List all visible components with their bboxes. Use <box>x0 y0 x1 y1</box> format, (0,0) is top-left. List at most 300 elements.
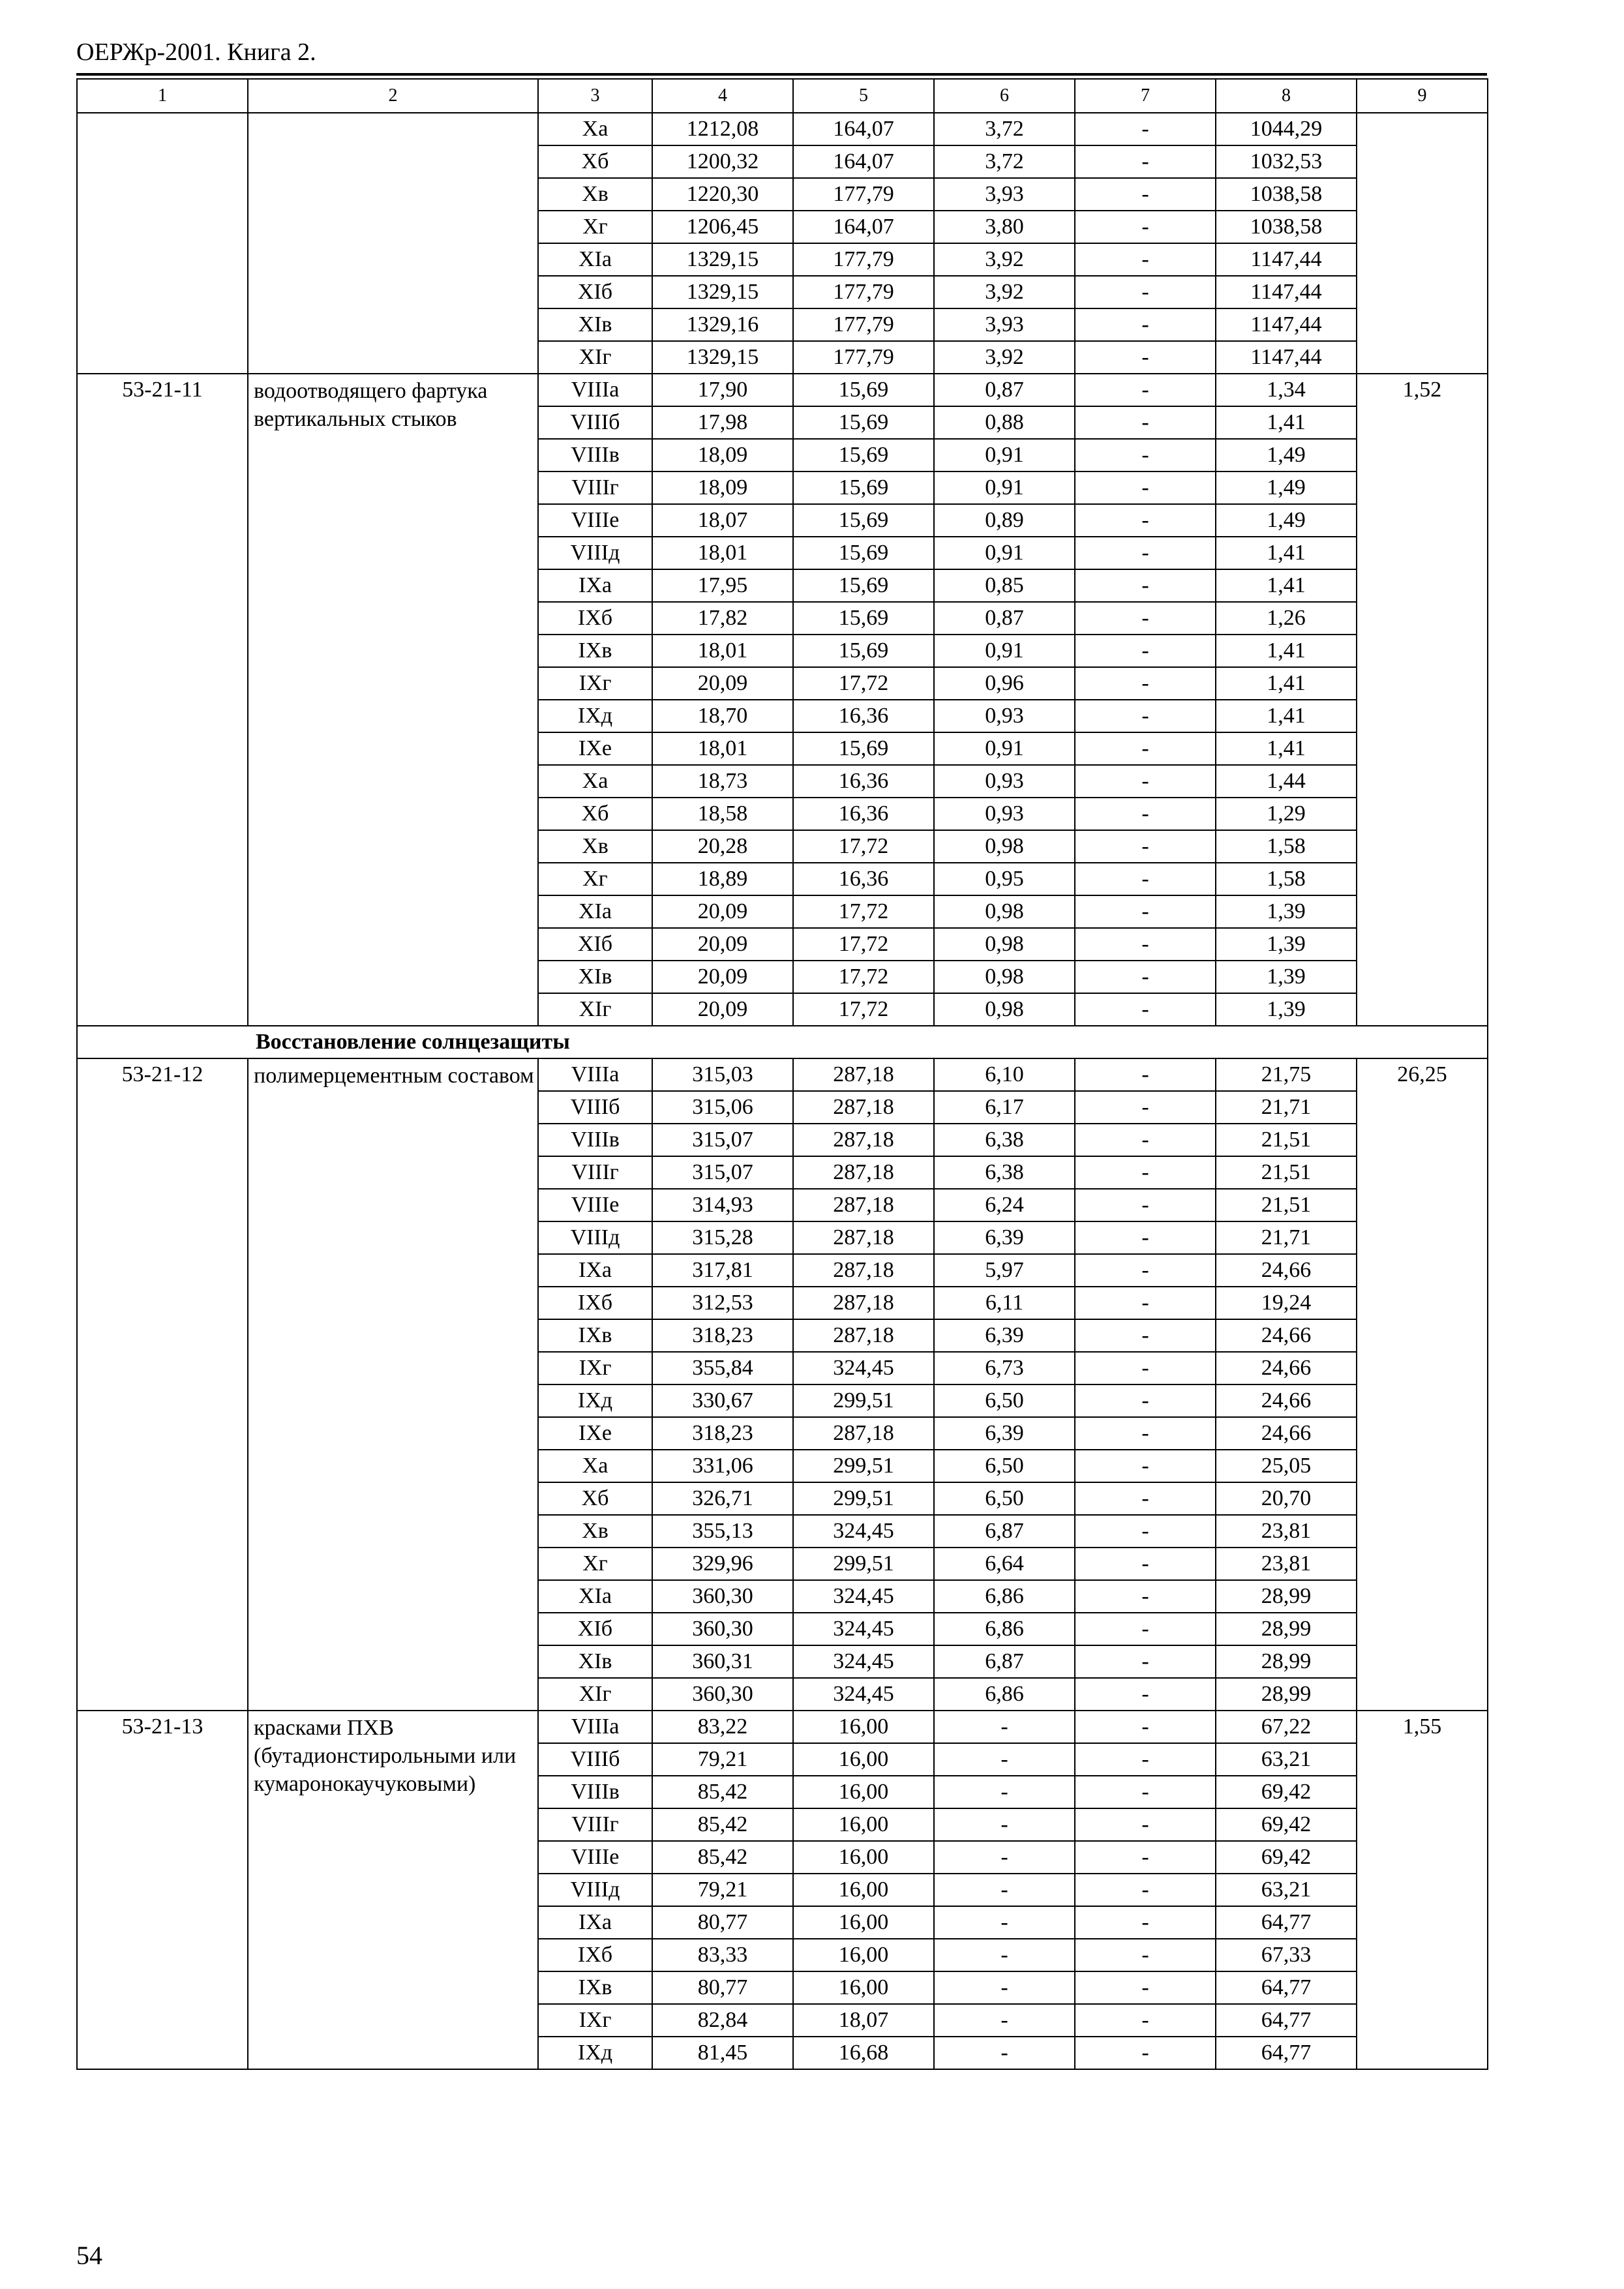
machines-cell: 6,86 <box>934 1613 1075 1645</box>
zone-cell: IXб <box>538 1287 652 1319</box>
direct-costs-cell: 17,95 <box>652 569 793 602</box>
zone-cell: IXa <box>538 1906 652 1939</box>
document-header-title: ОЕРЖр-2001. Книга 2. <box>76 38 316 66</box>
materials-cell: 21,75 <box>1216 1058 1357 1091</box>
wages-cell: 287,18 <box>793 1156 934 1189</box>
machines-cell: 6,39 <box>934 1417 1075 1450</box>
machinist-wages-cell: - <box>1075 1906 1216 1939</box>
materials-cell: 1,44 <box>1216 765 1357 798</box>
materials-cell: 1,39 <box>1216 961 1357 993</box>
machinist-wages-cell: - <box>1075 602 1216 635</box>
machinist-wages-cell: - <box>1075 1482 1216 1515</box>
machines-cell: - <box>934 1776 1075 1808</box>
rates-table-container <box>76 78 1487 2070</box>
machinist-wages-cell: - <box>1075 1058 1216 1091</box>
zone-cell: Xв <box>538 178 652 211</box>
zone-cell: XIв <box>538 961 652 993</box>
direct-costs-cell: 360,31 <box>652 1645 793 1678</box>
direct-costs-cell: 18,09 <box>652 439 793 471</box>
materials-cell: 28,99 <box>1216 1678 1357 1711</box>
machines-cell: - <box>934 1841 1075 1874</box>
zone-cell: XIa <box>538 895 652 928</box>
machines-cell: 0,93 <box>934 798 1075 830</box>
direct-costs-cell: 83,33 <box>652 1939 793 1971</box>
machinist-wages-cell: - <box>1075 1711 1216 1743</box>
zone-cell: VIIIв <box>538 439 652 471</box>
machines-cell: - <box>934 2004 1075 2037</box>
machinist-wages-cell: - <box>1075 667 1216 700</box>
machines-cell: 6,11 <box>934 1287 1075 1319</box>
zone-cell: VIIIa <box>538 1058 652 1091</box>
wages-cell: 324,45 <box>793 1352 934 1384</box>
materials-cell: 1,41 <box>1216 635 1357 667</box>
wages-cell: 17,72 <box>793 895 934 928</box>
zone-cell: Xг <box>538 863 652 895</box>
machines-cell: 6,87 <box>934 1645 1075 1678</box>
zone-cell: IXг <box>538 667 652 700</box>
materials-cell: 1,49 <box>1216 504 1357 537</box>
labor-total-cell: 26,25 <box>1357 1058 1488 1711</box>
zone-cell: Xб <box>538 798 652 830</box>
wages-cell: 16,36 <box>793 798 934 830</box>
zone-cell: IXб <box>538 602 652 635</box>
machinist-wages-cell: - <box>1075 1613 1216 1645</box>
direct-costs-cell: 360,30 <box>652 1613 793 1645</box>
labor-total-cell: 1,52 <box>1357 374 1488 1026</box>
machinist-wages-cell: - <box>1075 1548 1216 1580</box>
direct-costs-cell: 20,09 <box>652 993 793 1026</box>
machines-cell: 0,91 <box>934 732 1075 765</box>
zone-cell: VIIIa <box>538 1711 652 1743</box>
wages-cell: 324,45 <box>793 1613 934 1645</box>
zone-cell: XIг <box>538 1678 652 1711</box>
machinist-wages-cell: - <box>1075 374 1216 406</box>
materials-cell: 21,51 <box>1216 1124 1357 1156</box>
machinist-wages-cell: - <box>1075 145 1216 178</box>
direct-costs-cell: 1329,15 <box>652 341 793 374</box>
zone-cell: XIб <box>538 276 652 308</box>
wages-cell: 324,45 <box>793 1645 934 1678</box>
direct-costs-cell: 85,42 <box>652 1841 793 1874</box>
machines-cell: - <box>934 1906 1075 1939</box>
machines-cell: 0,98 <box>934 993 1075 1026</box>
materials-cell: 64,77 <box>1216 2037 1357 2069</box>
materials-cell: 1,26 <box>1216 602 1357 635</box>
direct-costs-cell: 18,01 <box>652 732 793 765</box>
machines-cell: 0,87 <box>934 374 1075 406</box>
rate-code: 53-21-11 <box>77 374 248 1026</box>
direct-costs-cell: 317,81 <box>652 1254 793 1287</box>
zone-cell: Xг <box>538 211 652 243</box>
machinist-wages-cell: - <box>1075 504 1216 537</box>
zone-cell: VIIIб <box>538 1091 652 1124</box>
zone-cell: VIIIд <box>538 537 652 569</box>
rate-code <box>77 113 248 374</box>
wages-cell: 164,07 <box>793 211 934 243</box>
materials-cell: 1,41 <box>1216 406 1357 439</box>
zone-cell: VIIIв <box>538 1776 652 1808</box>
wages-cell: 299,51 <box>793 1548 934 1580</box>
wages-cell: 15,69 <box>793 732 934 765</box>
wages-cell: 287,18 <box>793 1189 934 1221</box>
machines-cell: 6,38 <box>934 1156 1075 1189</box>
direct-costs-cell: 85,42 <box>652 1808 793 1841</box>
machines-cell: 0,91 <box>934 537 1075 569</box>
materials-cell: 1,34 <box>1216 374 1357 406</box>
machinist-wages-cell: - <box>1075 1580 1216 1613</box>
wages-cell: 15,69 <box>793 569 934 602</box>
machinist-wages-cell: - <box>1075 537 1216 569</box>
materials-cell: 25,05 <box>1216 1450 1357 1482</box>
zone-cell: VIIIб <box>538 1743 652 1776</box>
direct-costs-cell: 18,89 <box>652 863 793 895</box>
direct-costs-cell: 1220,30 <box>652 178 793 211</box>
direct-costs-cell: 85,42 <box>652 1776 793 1808</box>
machines-cell: - <box>934 1939 1075 1971</box>
direct-costs-cell: 330,67 <box>652 1384 793 1417</box>
machinist-wages-cell: - <box>1075 471 1216 504</box>
direct-costs-cell: 355,84 <box>652 1352 793 1384</box>
machinist-wages-cell: - <box>1075 1841 1216 1874</box>
materials-cell: 21,51 <box>1216 1189 1357 1221</box>
header-rule <box>76 73 1487 76</box>
materials-cell: 1,39 <box>1216 928 1357 961</box>
direct-costs-cell: 20,28 <box>652 830 793 863</box>
table-row <box>77 1711 1488 1743</box>
zone-cell: XIa <box>538 243 652 276</box>
direct-costs-cell: 17,90 <box>652 374 793 406</box>
zone-cell: Xб <box>538 1482 652 1515</box>
machines-cell: 0,98 <box>934 928 1075 961</box>
machinist-wages-cell: - <box>1075 961 1216 993</box>
materials-cell: 21,71 <box>1216 1221 1357 1254</box>
zone-cell: IXб <box>538 1939 652 1971</box>
materials-cell: 1,39 <box>1216 895 1357 928</box>
labor-total-cell <box>1357 113 1488 374</box>
section-title: Восстановление солнцезащиты <box>77 1026 1488 1058</box>
wages-cell: 16,00 <box>793 1841 934 1874</box>
machines-cell: 6,24 <box>934 1189 1075 1221</box>
machinist-wages-cell: - <box>1075 569 1216 602</box>
wages-cell: 15,69 <box>793 471 934 504</box>
machines-cell: 6,87 <box>934 1515 1075 1548</box>
materials-cell: 1,41 <box>1216 667 1357 700</box>
machinist-wages-cell: - <box>1075 211 1216 243</box>
direct-costs-cell: 80,77 <box>652 1971 793 2004</box>
wages-cell: 17,72 <box>793 993 934 1026</box>
zone-cell: IXв <box>538 1319 652 1352</box>
materials-cell: 24,66 <box>1216 1417 1357 1450</box>
machines-cell: 6,17 <box>934 1091 1075 1124</box>
wages-cell: 287,18 <box>793 1091 934 1124</box>
zone-cell: IXa <box>538 1254 652 1287</box>
zone-cell: XIв <box>538 1645 652 1678</box>
machines-cell: 0,89 <box>934 504 1075 537</box>
machines-cell: 6,86 <box>934 1580 1075 1613</box>
machinist-wages-cell: - <box>1075 1156 1216 1189</box>
wages-cell: 287,18 <box>793 1287 934 1319</box>
machinist-wages-cell: - <box>1075 2004 1216 2037</box>
direct-costs-cell: 17,82 <box>652 602 793 635</box>
machinist-wages-cell: - <box>1075 1417 1216 1450</box>
zone-cell: IXe <box>538 1417 652 1450</box>
materials-cell: 64,77 <box>1216 1971 1357 2004</box>
machines-cell: 0,96 <box>934 667 1075 700</box>
machinist-wages-cell: - <box>1075 113 1216 145</box>
direct-costs-cell: 314,93 <box>652 1189 793 1221</box>
wages-cell: 16,36 <box>793 765 934 798</box>
direct-costs-cell: 18,73 <box>652 765 793 798</box>
direct-costs-cell: 1206,45 <box>652 211 793 243</box>
wages-cell: 17,72 <box>793 961 934 993</box>
zone-cell: Xб <box>538 145 652 178</box>
direct-costs-cell: 18,58 <box>652 798 793 830</box>
materials-cell: 1147,44 <box>1216 308 1357 341</box>
machinist-wages-cell: - <box>1075 1384 1216 1417</box>
direct-costs-cell: 79,21 <box>652 1874 793 1906</box>
zone-cell: IXa <box>538 569 652 602</box>
machines-cell: 6,50 <box>934 1384 1075 1417</box>
machines-cell: 3,72 <box>934 113 1075 145</box>
machines-cell: 6,10 <box>934 1058 1075 1091</box>
machinist-wages-cell: - <box>1075 732 1216 765</box>
materials-cell: 23,81 <box>1216 1548 1357 1580</box>
materials-cell: 20,70 <box>1216 1482 1357 1515</box>
machines-cell: 3,92 <box>934 341 1075 374</box>
direct-costs-cell: 18,09 <box>652 471 793 504</box>
direct-costs-cell: 20,09 <box>652 928 793 961</box>
machines-cell: 6,50 <box>934 1450 1075 1482</box>
machines-cell: 0,91 <box>934 635 1075 667</box>
zone-cell: IXд <box>538 700 652 732</box>
wages-cell: 177,79 <box>793 308 934 341</box>
zone-cell: VIIIг <box>538 1808 652 1841</box>
materials-cell: 69,42 <box>1216 1808 1357 1841</box>
materials-cell: 63,21 <box>1216 1874 1357 1906</box>
materials-cell: 24,66 <box>1216 1319 1357 1352</box>
zone-cell: IXд <box>538 2037 652 2069</box>
machinist-wages-cell: - <box>1075 1352 1216 1384</box>
zone-cell: Xa <box>538 113 652 145</box>
direct-costs-cell: 83,22 <box>652 1711 793 1743</box>
direct-costs-cell: 355,13 <box>652 1515 793 1548</box>
materials-cell: 21,51 <box>1216 1156 1357 1189</box>
wages-cell: 16,00 <box>793 1874 934 1906</box>
zone-cell: XIв <box>538 308 652 341</box>
materials-cell: 28,99 <box>1216 1580 1357 1613</box>
wages-cell: 324,45 <box>793 1678 934 1711</box>
rates-table-body <box>77 79 1488 2069</box>
materials-cell: 67,22 <box>1216 1711 1357 1743</box>
direct-costs-cell: 18,70 <box>652 700 793 732</box>
wages-cell: 15,69 <box>793 504 934 537</box>
wages-cell: 177,79 <box>793 243 934 276</box>
materials-cell: 19,24 <box>1216 1287 1357 1319</box>
zone-cell: Xв <box>538 1515 652 1548</box>
machinist-wages-cell: - <box>1075 1319 1216 1352</box>
machines-cell: 0,87 <box>934 602 1075 635</box>
wages-cell: 299,51 <box>793 1482 934 1515</box>
direct-costs-cell: 315,06 <box>652 1091 793 1124</box>
wages-cell: 16,00 <box>793 1776 934 1808</box>
column-number-cell: 8 <box>1216 79 1357 113</box>
zone-cell: IXe <box>538 732 652 765</box>
machines-cell: 6,86 <box>934 1678 1075 1711</box>
direct-costs-cell: 326,71 <box>652 1482 793 1515</box>
direct-costs-cell: 318,23 <box>652 1319 793 1352</box>
wages-cell: 299,51 <box>793 1384 934 1417</box>
materials-cell: 1,41 <box>1216 700 1357 732</box>
wages-cell: 16,00 <box>793 1939 934 1971</box>
materials-cell: 67,33 <box>1216 1939 1357 1971</box>
wages-cell: 15,69 <box>793 439 934 471</box>
direct-costs-cell: 1329,15 <box>652 276 793 308</box>
machines-cell: 0,91 <box>934 471 1075 504</box>
wages-cell: 16,00 <box>793 1971 934 2004</box>
wages-cell: 15,69 <box>793 374 934 406</box>
zone-cell: VIIIв <box>538 1124 652 1156</box>
machines-cell: 6,39 <box>934 1319 1075 1352</box>
materials-cell: 1147,44 <box>1216 243 1357 276</box>
machines-cell: 0,93 <box>934 765 1075 798</box>
wages-cell: 164,07 <box>793 145 934 178</box>
machines-cell: - <box>934 2037 1075 2069</box>
materials-cell: 1044,29 <box>1216 113 1357 145</box>
materials-cell: 1,39 <box>1216 993 1357 1026</box>
machinist-wages-cell: - <box>1075 178 1216 211</box>
materials-cell: 21,71 <box>1216 1091 1357 1124</box>
materials-cell: 1038,58 <box>1216 211 1357 243</box>
direct-costs-cell: 18,01 <box>652 635 793 667</box>
machinist-wages-cell: - <box>1075 341 1216 374</box>
wages-cell: 287,18 <box>793 1417 934 1450</box>
wages-cell: 177,79 <box>793 341 934 374</box>
machinist-wages-cell: - <box>1075 928 1216 961</box>
zone-cell: Xa <box>538 1450 652 1482</box>
wages-cell: 177,79 <box>793 276 934 308</box>
wages-cell: 15,69 <box>793 602 934 635</box>
machinist-wages-cell: - <box>1075 635 1216 667</box>
direct-costs-cell: 20,09 <box>652 895 793 928</box>
direct-costs-cell: 329,96 <box>652 1548 793 1580</box>
machines-cell: 0,93 <box>934 700 1075 732</box>
zone-cell: XIг <box>538 993 652 1026</box>
zone-cell: VIIIг <box>538 471 652 504</box>
direct-costs-cell: 360,30 <box>652 1580 793 1613</box>
materials-cell: 64,77 <box>1216 1906 1357 1939</box>
direct-costs-cell: 79,21 <box>652 1743 793 1776</box>
zone-cell: VIIIe <box>538 1841 652 1874</box>
zone-cell: Xв <box>538 830 652 863</box>
column-number-cell: 2 <box>248 79 538 113</box>
machines-cell: - <box>934 1743 1075 1776</box>
direct-costs-cell: 318,23 <box>652 1417 793 1450</box>
machines-cell: - <box>934 1808 1075 1841</box>
machinist-wages-cell: - <box>1075 1678 1216 1711</box>
zone-cell: VIIIe <box>538 1189 652 1221</box>
materials-cell: 1032,53 <box>1216 145 1357 178</box>
wages-cell: 16,68 <box>793 2037 934 2069</box>
wages-cell: 17,72 <box>793 928 934 961</box>
work-description: полимерцементным составом <box>248 1058 538 1711</box>
materials-cell: 1,41 <box>1216 732 1357 765</box>
direct-costs-cell: 20,09 <box>652 667 793 700</box>
wages-cell: 287,18 <box>793 1254 934 1287</box>
table-row <box>77 1058 1488 1091</box>
column-number-cell: 5 <box>793 79 934 113</box>
machines-cell: 6,64 <box>934 1548 1075 1580</box>
wages-cell: 16,00 <box>793 1743 934 1776</box>
wages-cell: 16,00 <box>793 1906 934 1939</box>
direct-costs-cell: 315,03 <box>652 1058 793 1091</box>
column-number-cell: 4 <box>652 79 793 113</box>
zone-cell: Xa <box>538 765 652 798</box>
wages-cell: 287,18 <box>793 1058 934 1091</box>
machines-cell: 0,98 <box>934 961 1075 993</box>
machines-cell: 0,98 <box>934 895 1075 928</box>
direct-costs-cell: 1329,16 <box>652 308 793 341</box>
wages-cell: 17,72 <box>793 667 934 700</box>
zone-cell: VIIIд <box>538 1874 652 1906</box>
machinist-wages-cell: - <box>1075 830 1216 863</box>
zone-cell: VIIIe <box>538 504 652 537</box>
machines-cell: 6,73 <box>934 1352 1075 1384</box>
machines-cell: 6,39 <box>934 1221 1075 1254</box>
machines-cell: 0,95 <box>934 863 1075 895</box>
machinist-wages-cell: - <box>1075 1450 1216 1482</box>
column-number-row <box>77 79 1488 113</box>
wages-cell: 16,36 <box>793 863 934 895</box>
column-number-cell: 1 <box>77 79 248 113</box>
wages-cell: 16,00 <box>793 1711 934 1743</box>
direct-costs-cell: 20,09 <box>652 961 793 993</box>
zone-cell: VIIIб <box>538 406 652 439</box>
materials-cell: 28,99 <box>1216 1645 1357 1678</box>
direct-costs-cell: 1200,32 <box>652 145 793 178</box>
zone-cell: IXг <box>538 1352 652 1384</box>
materials-cell: 1,41 <box>1216 569 1357 602</box>
zone-cell: Xг <box>538 1548 652 1580</box>
wages-cell: 15,69 <box>793 537 934 569</box>
machinist-wages-cell: - <box>1075 895 1216 928</box>
wages-cell: 16,36 <box>793 700 934 732</box>
machinist-wages-cell: - <box>1075 406 1216 439</box>
rate-code: 53-21-13 <box>77 1711 248 2069</box>
direct-costs-cell: 1212,08 <box>652 113 793 145</box>
zone-cell: IXв <box>538 635 652 667</box>
machinist-wages-cell: - <box>1075 276 1216 308</box>
materials-cell: 28,99 <box>1216 1613 1357 1645</box>
page-number: 54 <box>76 2241 102 2270</box>
materials-cell: 1,49 <box>1216 471 1357 504</box>
machinist-wages-cell: - <box>1075 1874 1216 1906</box>
zone-cell: XIa <box>538 1580 652 1613</box>
machinist-wages-cell: - <box>1075 1939 1216 1971</box>
machinist-wages-cell: - <box>1075 1971 1216 2004</box>
zone-cell: XIг <box>538 341 652 374</box>
materials-cell: 63,21 <box>1216 1743 1357 1776</box>
materials-cell: 1,49 <box>1216 439 1357 471</box>
column-number-cell: 9 <box>1357 79 1488 113</box>
materials-cell: 24,66 <box>1216 1352 1357 1384</box>
machines-cell: 0,85 <box>934 569 1075 602</box>
machines-cell: 3,80 <box>934 211 1075 243</box>
table-row <box>77 374 1488 406</box>
zone-cell: IXд <box>538 1384 652 1417</box>
direct-costs-cell: 312,53 <box>652 1287 793 1319</box>
machinist-wages-cell: - <box>1075 1743 1216 1776</box>
materials-cell: 1147,44 <box>1216 341 1357 374</box>
